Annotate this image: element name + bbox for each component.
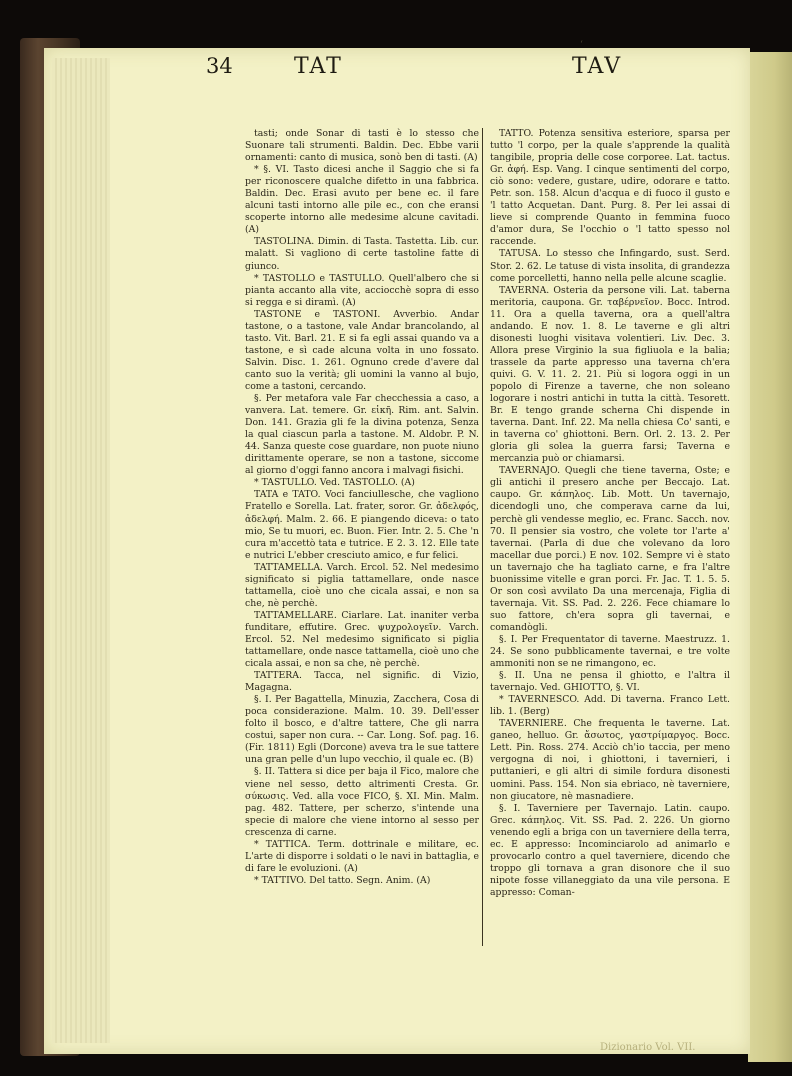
left-column [245,128,479,948]
guide-word-left: TAT [294,54,343,79]
entry-paragraph: * TATTIVO. Del tatto. Segn. Anim. (A) [254,874,431,886]
entry-paragraph: * TASTOLLO e TASTULLO. Quell'albero che si pianta accanto alla vite, acciocchè sopra di esso si regga e si diramì. (A) [245,272,479,308]
entry-paragraph: TATTO. Potenza sensitiva esteriore, sparsa per tutto 'l corpo, per la quale s'apprende la qualità tangibile, propria delle cose corporee. Lat. tactus. Gr. ἀφή. Esp. Vang. I cinque sentimenti del corpo, ciò sono: vedere, gustare, udire, odorare e tatto. Petr. son. 158. Alcun d'acqua e di fuoco il gusto e 'l tatto Acquetan. Dant. Purg. 8. Per lei assai di lieve si comprende Quanto in femmina fuoco d'amor dura, Se l'occhio o 'l tatto spesso nol raccende. [490,128,730,248]
entry-paragraph: TASTOLINA. Dimin. di Tasta. Tastetta. Lib. cur. malatt. Si vagliono di certe tastoline fatte di giunco. [245,236,479,272]
entry-paragraph: TATTAMELLARE. Ciarlare. Lat. inaniter verba funditare, effutire. Grec. ψυχρολογεῖν. Varch. Ercol. 52. Nel medesimo significato si piglia tattamellare, onde nasce tattamella, cioè uno che cicala assai, e non sa che, nè perchè. [245,609,479,670]
facing-page-edge [748,52,792,1062]
footer-ghost-text: Dizionario Vol. VII. [600,1042,696,1053]
entry-paragraph: TATTERA. Tacca, nel signific. di Vizio, Magagna. [245,670,479,694]
entry-paragraph: §. I. Per Bagattella, Minuzia, Zacchera, Cosa di poca considerazione. Malm. 10. 39. Dell'esser folto il bosco, e d'altre tattere, Che gli narra costui, saper non cura. -- Car. Long. Sof. pag. 16. (Fir. 1811) Egli (Dorcone) aveva tra le sue tattere una gran pelle d'un lupo vecchio, il quale ec. (B) [245,694,479,766]
entry-paragraph: §. II. Una ne pensa il ghiotto, e l'altra il tavernajo. Ved. GHIOTTO, §. VI. [490,670,730,694]
entry-paragraph: * TAVERNESCO. Add. Di taverna. Franco Lett. lib. 1. (Berg) [490,694,730,718]
entry-paragraph: §. II. Tattera si dice per baja il Fico, malore che viene nel sesso, detto altrimenti Cresta. Gr. σύκωσις. Ved. alla voce FICO, §. XI. Min. Malm. pag. 482. Tattere, per scherzo, s'intende una specie di malore che viene intorno al sesso per crescenza di carne. [245,766,479,838]
entry-paragraph: §. Per metafora vale Far checchessia a caso, a vanvera. Lat. temere. Gr. εἰκῆ. Rim. ant. Salvin. Don. 141. Grazia gli fe la divina potenza, Senza la qual ciascun parla a tastone. M. Aldobr. P. N. 44. Sanza queste cose guardare, non puote niuno dirittamente operare, se non a tastone, siccome al giorno d'oggi fanno ancora i malvagi fisichi. [245,393,479,477]
entry-paragraph: TAVERNAJO. Quegli che tiene taverna, Oste; e gli antichi il presero anche per Beccajo. Lat. caupo. Gr. κάπηλος. Lib. Mott. Un tavernajo, dicendogli uno, che comperava carne da lui, perchè gli vendesse meglio, ec. Franc. Sacch. nov. 70. Il pensier sia vostro, che volete tor l'arte a' tavernai. (Parla di due che volevano da loro macellar due porci.) E nov. 102. Sempre vi è stato un tavernajo che ha tagliato carne, e fra l'altre buonissime vitelle e gran porci. Fr. Jac. T. 1. 5. 5. Or son così avvilato Da una mercenaja, Figlia di tavernaja. Vit. SS. Pad. 2. 226. Fece chiamare lo suo fattore, ch'era sopra gli tavernai, e comandògli. [490,465,730,633]
column-divider [482,128,483,946]
guide-word-right: TAV [572,54,623,79]
page-number: 34 [206,54,233,78]
entry-paragraph: TAVERNIERE. Che frequenta le taverne. Lat. ganeo, helluo. Gr. ἄσωτος, γαστρίμαργος. Bocc. Lett. Pin. Ross. 274. Acciò ch'io taccia, per meno vergogna di noi, i ghiottoni, i tavernieri, i puttanieri, e gli altri di simile fordura disonesti uomini. Pass. 154. Non sia ebriaco, nè taverniere, non giucatore, nè masnadiere. [490,718,730,802]
running-header [206,54,746,94]
right-column [490,128,730,948]
entry-paragraph: §. I. Taverniere per Tavernajo. Latin. caupo. Grec. κάπηλος. Vit. SS. Pad. 2. 226. Un giorno venendo egli a briga con un taverniere della terra, ec. E appresso: Incominciarolo ad animarlo e provocarlo contro a quel taverniere, dicendo che troppo gli tornava a gran disonore che il suo nipote fosse villaneggiato da una vile persona. E appresso: Coman- [490,802,730,898]
entry-paragraph: * TATTICA. Term. dottrinale e militare, ec. L'arte di disporre i soldati o le navi in battaglia, e di fare le evoluzioni. (A) [245,838,479,874]
entry-paragraph: * §. VI. Tasto dicesi anche il Saggio che si fa per riconoscere qualche difetto in una fabbrica. Baldin. Dec. Erasi avuto per bene ec. il fare alcuni tasti intorno alle pile ec., con che eransi scoperte intorno alle medesime alcune cavitadi. (A) [245,164,479,236]
entry-paragraph: TATTAMELLA. Varch. Ercol. 52. Nel medesimo significato si piglia tattamellare, onde nasce tattamella, cioè uno che cicala assai, e non sa che, nè perchè. [245,561,479,609]
entry-paragraph: TATUSA. Lo stesso che Infingardo, sust. Serd. Stor. 2. 62. Le tatuse di vista insolita, di grandezza come porcelletti, hanno nella pelle alcune scaglie. [490,248,730,284]
page-leaves-edge [52,58,110,1043]
entry-paragraph: tasti; onde Sonar di tasti è lo stesso che Suonare tali strumenti. Baldin. Dec. Ebbe varii ornamenti: canto di musica, sonò ben di tasti. (A) [245,128,479,164]
entry-paragraph: §. I. Per Frequentator di taverne. Maestruzz. 1. 24. Se sono pubblicamente tavernai, e tre volte ammoniti non se ne rimangono, ec. [490,633,730,670]
entry-paragraph: * TASTULLO. Ved. TASTOLLO. (A) [254,477,415,489]
entry-paragraph: TATA e TATO. Voci fanciullesche, che vagliono Fratello e Sorella. Lat. frater, soror. Gr. ἀδελφός, ἀδελφή. Malm. 2. 66. E piangendo diceva: o tato mio, Se tu muori, ec. Buon. Fier. Intr. 2. 5. Che 'n cura m'accettò tata e tutrice. E 2. 3. 12. Elle tate e nutrici L'ebber cresciuto amico, e fur felici. [245,489,479,561]
corner-mark: ʻ [580,40,583,50]
entry-paragraph: TASTONE e TASTONI. Avverbio. Andar tastone, o a tastone, vale Andar brancolando, al tasto. Vit. Barl. 21. E si fa egli assai quando va a tastone, e sì cade alcuna volta in uno fossato. Salvin. Disc. 1. 261. Ognuno crede d'avere dal canto suo la verità; gli uomini la vanno al bujo, come a tastoni, cercando. [245,308,479,392]
entry-paragraph: TAVERNA. Osteria da persone vili. Lat. taberna meritoria, caupona. Gr. ταβέρνεῖον. Bocc. Introd. 11. Ora a quella taverna, ora a quell'altra andando. E nov. 1. 8. Le taverne e gli altri disonesti luoghi visitava volentieri. Liv. Dec. 3. Allora prese Virginio la sua figliuola e la balia; trassele da parte appresso una taverna ch'era quivi. G. V. 11. 2. 21. Più si logora oggi in un popolo di Firenze a taverne, che non soleano logorare i nostri antichi in tutta la città. Tesorett. Br. E tengo grande scherna Chi dispende in taverna. Dant. Inf. 22. Ma nella chiesa Co' santi, e in taverna co' ghiottoni. Bern. Orl. 2. 13. 2. Per gloria gli solea la guerra farsi; Taverna e mercanzia può or chiamarsi. [490,284,730,465]
